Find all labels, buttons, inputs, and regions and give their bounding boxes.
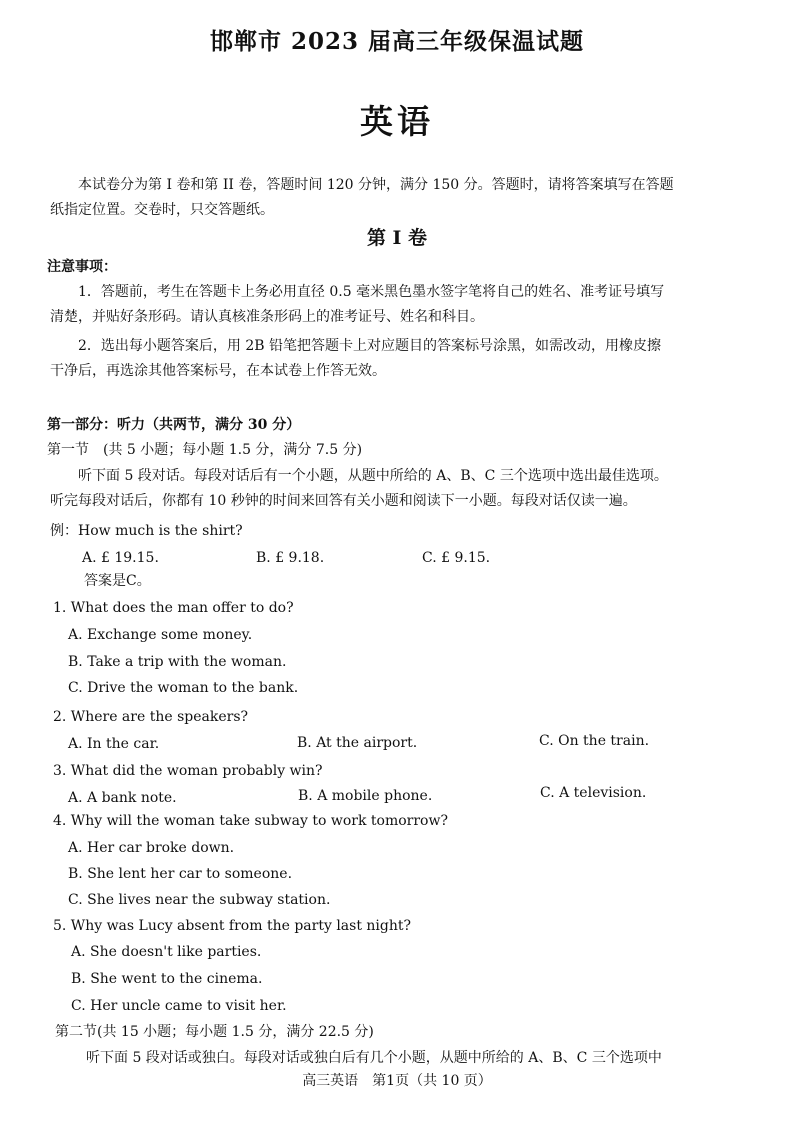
question-1-option-b: B. Take a trip with the woman. bbox=[68, 654, 287, 670]
section1-instr-line-2: 听完每段对话后，你都有 10 秒钟的时间来回答有关小题和阅读下一小题。每段对话仅读一遍。 bbox=[50, 492, 637, 509]
question-4-option-a: A. Her car broke down. bbox=[68, 840, 235, 856]
section1-instructions bbox=[50, 467, 755, 511]
question-2-option-c: C. On the train. bbox=[539, 733, 650, 749]
section1-instr-line-1: 听下面 5 段对话。每段对话后有一个小题，从题中所给的 A、B、C 三个选项中选出最佳选项。 bbox=[78, 468, 668, 484]
question-3-option-b: B. A mobile phone. bbox=[298, 788, 433, 804]
example-option-c: C. £ 9.15. bbox=[422, 550, 491, 566]
question-5-option-c: C. Her uncle came to visit her. bbox=[71, 998, 287, 1014]
question-1-option-a: A. Exchange some money. bbox=[68, 627, 253, 643]
notes-item-1-line-1: 1．答题前，考生在答题卡上务必用直径 0.5 毫米黑色墨水签字笔将自己的姓名、准考证号填写 bbox=[78, 284, 665, 300]
example-answer: 答案是C。 bbox=[84, 573, 151, 589]
example-option-b: B. £ 9.18. bbox=[256, 550, 325, 566]
section1-heading: 第一节 (共 5 小题；每小题 1.5 分，满分 7.5 分) bbox=[47, 442, 363, 458]
question-1-option-c: C. Drive the woman to the bank. bbox=[68, 680, 299, 696]
question-2-option-a: A. In the car. bbox=[68, 736, 160, 752]
question-4: 4. Why will the woman take subway to work tomorrow? bbox=[53, 813, 448, 829]
notes-item-1-line-2: 清楚，并贴好条形码。请认真核准条形码上的准考证号、姓名和科目。 bbox=[50, 308, 484, 325]
section2-instructions: 听下面 5 段对话或独白。每段对话或独白后有几个小题，从题中所给的 A、B、C 三个选项中 bbox=[86, 1050, 662, 1066]
notes-item-2-line-1: 2．选出每小题答案后，用 2B 铅笔把答题卡上对应题目的答案标号涂黑，如需改动，用橡皮擦 bbox=[78, 338, 662, 354]
question-3: 3. What did the woman probably win? bbox=[53, 763, 323, 779]
question-3-option-a: A. A bank note. bbox=[68, 790, 177, 806]
question-4-option-c: C. She lives near the subway station. bbox=[68, 892, 331, 908]
question-3-option-c: C. A television. bbox=[540, 785, 647, 801]
intro-line-1: 本试卷分为第 I 卷和第 II 卷，答题时间 120 分钟，满分 150 分。答题时，请将答案填写在答题 bbox=[78, 177, 674, 193]
notes-heading: 注意事项： bbox=[47, 259, 117, 275]
question-2: 2. Where are the speakers? bbox=[53, 709, 249, 725]
question-4-option-b: B. She lent her car to someone. bbox=[68, 866, 293, 882]
intro-line-2: 纸指定位置。交卷时，只交答题纸。 bbox=[50, 201, 274, 218]
part1-heading: 第一部分：听力（共两节，满分 30 分） bbox=[47, 417, 301, 433]
subject-title: 英语 bbox=[360, 102, 434, 141]
volume-title: 第 I 卷 bbox=[366, 227, 428, 249]
question-5-option-a: A. She doesn't like parties. bbox=[71, 944, 262, 960]
question-5: 5. Why was Lucy absent from the party last night? bbox=[53, 918, 412, 934]
question-1: 1. What does the man offer to do? bbox=[53, 600, 294, 616]
example-option-a: A. £ 19.15. bbox=[82, 550, 159, 566]
intro-paragraph bbox=[50, 176, 755, 220]
question-5-option-b: B. She went to the cinema. bbox=[71, 971, 263, 987]
page-footer: 高三英语 第1页（共 10 页） bbox=[302, 1073, 492, 1089]
notes-item-2 bbox=[50, 337, 755, 381]
section2-heading: 第二节(共 15 小题；每小题 1.5 分，满分 22.5 分) bbox=[55, 1024, 374, 1040]
notes-item-1 bbox=[50, 283, 755, 327]
question-2-option-b: B. At the airport. bbox=[297, 735, 418, 751]
exam-title: 邯郸市 2023 届高三年级保温试题 bbox=[209, 28, 585, 55]
example-question: 例：How much is the shirt? bbox=[50, 523, 243, 539]
notes-item-2-line-2: 干净后，再选涂其他答案标号，在本试卷上作答无效。 bbox=[50, 362, 386, 379]
